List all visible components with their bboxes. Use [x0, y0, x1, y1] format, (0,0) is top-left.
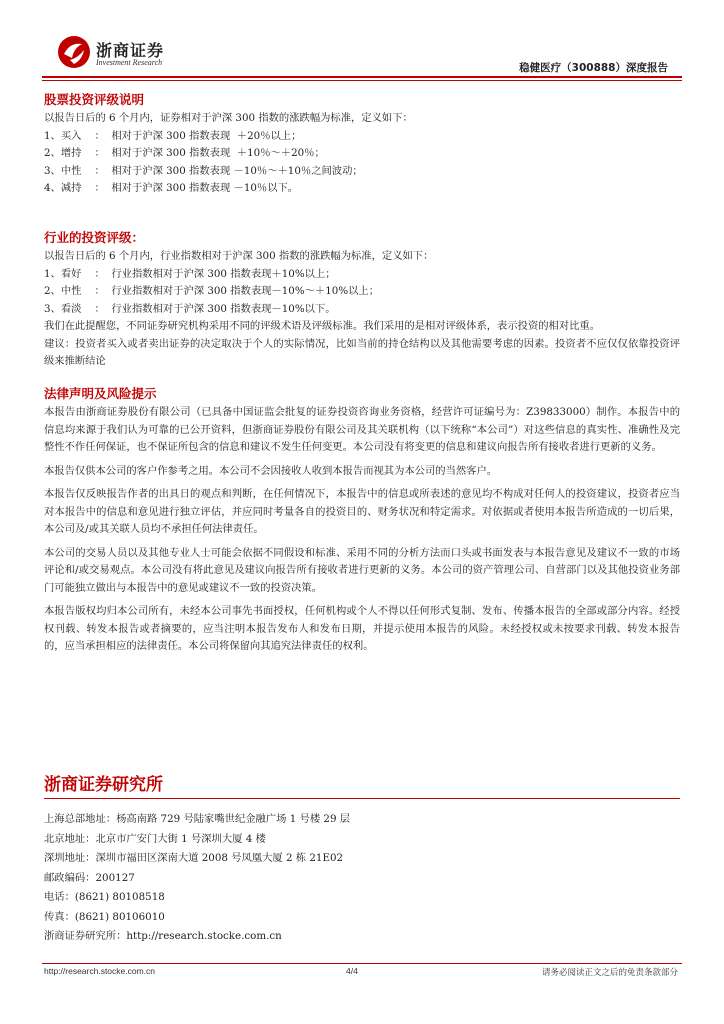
logo-mark-icon: [56, 34, 92, 70]
stock-rating-body: [44, 110, 680, 198]
stock-rating-title: 股票投资评级说明: [44, 92, 145, 107]
company-logo: [56, 34, 186, 70]
stock-rating-item: 3、中性 ： 相对于沪深 300 指数表现 －10％～＋10％之间波动；: [44, 164, 363, 177]
institute-title: 浙商证券研究所: [44, 775, 163, 795]
stock-rating-item: 1、买入 ： 相对于沪深 300 指数表现 ＋20％以上；: [44, 129, 302, 142]
legal-body: [44, 404, 680, 662]
footer-url-link[interactable]: http://research.stocke.com.cn: [44, 966, 156, 976]
industry-rating-item: 2、中性 ： 行业指数相对于沪深 300 指数表现－10%～＋10%以上；: [44, 285, 379, 297]
legal-paragraph: 本报告版权均归本公司所有，未经本公司事先书面授权，任何机构或个人不得以任何形式复制、发布、传播本报告的全部或部分内容。经授权刊载、转发本报告或者摘要的，应当注明本报告发布人和发布日期，并提示使用本报告的风险。未经授权或未按要求刊载、转发本报告的，应当承担相应的法律责任。本公司将保留向其追究法律责任的权利。: [44, 605, 680, 652]
page-number: 4/4: [346, 966, 358, 976]
legal-paragraph: 本报告由浙商证券股份有限公司（已具备中国证监会批复的证券投资咨询业务资格，经营许可证编号为：Z39833000）制作。本报告中的信息均来源于我们认为可靠的已公开资料，但浙商证券股份有限公司及其关联机构（以下统称“本公司”）对这些信息的真实性、准确性及完整性不作任何保证，也不保证所包含的信息和建议不发生任何变更。本公司没有将变更的信息和建议向报告所有接收者进行更新的义务。: [44, 406, 680, 453]
industry-rating-item: 3、看淡 ： 行业指数相对于沪深 300 指数表现－10%以下。: [44, 302, 336, 315]
industry-rating-title: 行业的投资评级：: [44, 230, 145, 245]
industry-rating-item: 1、看好 ： 行业指数相对于沪深 300 指数表现＋10%以上；: [44, 267, 336, 280]
report-title: 稳健医疗（300888）深度报告: [519, 62, 668, 74]
institute-addresses: [44, 810, 680, 947]
address-beijing: 北京地址：北京市广安门大街 1 号深圳大厦 4 楼: [44, 832, 266, 845]
footer-rule: [42, 963, 682, 964]
address-shenzhen: 深圳地址：深圳市福田区深南大道 2008 号凤凰大厦 2 栋 21E02: [44, 852, 344, 864]
footer-disclaimer: 请务必阅读正文之后的免责条款部分: [541, 968, 678, 978]
legal-title: 法律声明及风险提示: [44, 386, 157, 401]
logo-text-cn: 浙商证券: [96, 41, 165, 60]
address-shanghai: 上海总部地址：杨高南路 729 号陆家嘴世纪金融广场 1 号楼 29 层: [44, 813, 351, 825]
stock-rating-item: 4、减持 ： 相对于沪深 300 指数表现 －10％以下。: [44, 182, 299, 194]
legal-paragraph: 本报告仅供本公司的客户作参考之用。本公司不会因接收人收到本报告而视其为本公司的当然客户。: [44, 464, 498, 477]
stock-rating-intro: 以报告日后的 6 个月内，证券相对于沪深 300 指数的涨跌幅为标准，定义如下：: [44, 112, 413, 124]
legal-paragraph: 本报告仅反映报告作者的出具日的观点和判断，在任何情况下，本报告中的信息或所表述的意见均不构成对任何人的投资建议，投资者应当对本报告中的信息和意见进行独立评估，并应同时考量各自的投资目的、财务状况和特定需求。对依据或者使用本报告所造成的一切后果，本公司及/或其关联人员均不承担任何法律责任。: [44, 488, 680, 535]
institute-rule: [44, 798, 680, 799]
header-rule-thin: [42, 80, 682, 81]
institute-website[interactable]: 浙商证券研究所：http://research.stocke.com.cn: [44, 930, 282, 942]
postal-code: 邮政编码：200127: [44, 871, 135, 884]
page-header: [0, 0, 724, 82]
phone: 电话：(8621) 80108518: [44, 891, 165, 903]
industry-rating-intro: 以报告日后的 6 个月内，行业指数相对于沪深 300 指数的涨跌幅为标准，定义如下：: [44, 250, 434, 262]
industry-rating-advice: 建议：投资者买入或者卖出证券的决定取决于个人的实际情况，比如当前的持仓结构以及其他需要考虑的因素。投资者不应仅仅依靠投资评级来推断结论: [44, 337, 680, 367]
stock-rating-item: 2、增持 ： 相对于沪深 300 指数表现 ＋10％～＋20％；: [44, 147, 325, 159]
header-rule: [42, 76, 682, 78]
fax: 传真：(8621) 80106010: [44, 910, 165, 923]
industry-rating-body: [44, 248, 680, 371]
legal-paragraph: 本公司的交易人员以及其他专业人士可能会依据不同假设和标准、采用不同的分析方法而口头或书面发表与本报告意见及建议不一致的市场评论和/或交易观点。本公司没有将此意见及建议向报告所有接收者进行更新的义务。本公司的资产管理公司、自营部门以及其他投资业务部门可能独立做出与本报告中的意见或建议不一致的投资决策。: [44, 546, 680, 594]
industry-rating-note: 我们在此提醒您，不同证券研究机构采用不同的评级术语及评级标准。我们采用的是相对评级体系，表示投资的相对比重。: [44, 320, 601, 332]
logo-text-en: Investment Research: [96, 58, 163, 67]
